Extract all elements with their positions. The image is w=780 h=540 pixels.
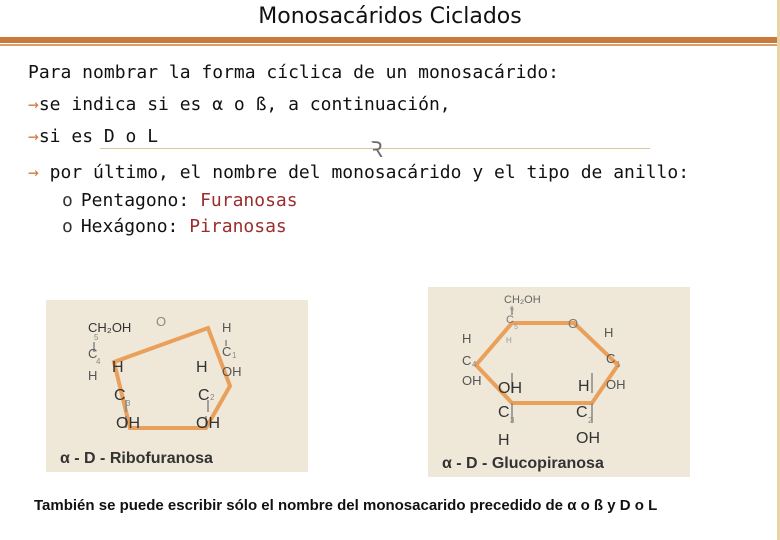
c4-number: 4 bbox=[96, 357, 101, 366]
c2-label: C bbox=[576, 404, 588, 421]
c6-number: 6 bbox=[510, 306, 514, 313]
c2-number: 2 bbox=[588, 416, 593, 425]
c4-label: C bbox=[462, 353, 472, 368]
c1-label: C bbox=[222, 344, 232, 359]
c5-label: C bbox=[506, 314, 514, 326]
decorative-divider-icon: Ꝛ bbox=[370, 138, 383, 163]
arrow-icon: → bbox=[28, 94, 39, 115]
arrow-icon: → bbox=[28, 162, 39, 183]
c4-label: C bbox=[88, 346, 98, 361]
oh-c2-label: OH bbox=[576, 430, 600, 447]
ch2oh-label: CH₂OH bbox=[88, 320, 132, 335]
intro-text: Para nombrar la forma cíclica de un monosacárido: bbox=[28, 62, 560, 83]
h-c4-label: H bbox=[462, 331, 472, 346]
bullet-label: Hexágono: bbox=[80, 216, 179, 237]
c1-number: 1 bbox=[616, 360, 621, 369]
bullet-value: Piranosas bbox=[189, 216, 287, 237]
oh-inner-label: OH bbox=[498, 380, 522, 397]
ring-oxygen-label: O bbox=[568, 316, 579, 331]
glucopiranosa-caption: α - D - Glucopiranosa bbox=[442, 455, 604, 472]
glucopiranosa-image bbox=[428, 287, 690, 477]
oh-c1-label: OH bbox=[606, 377, 626, 392]
c5-number: 5 bbox=[514, 324, 518, 331]
c5-number: 5 bbox=[94, 333, 99, 342]
bullet-value: Furanosas bbox=[200, 190, 298, 211]
c1-label: C bbox=[606, 351, 616, 366]
furanose-ring bbox=[114, 328, 230, 428]
h-top-label: H bbox=[222, 320, 232, 335]
c3-number: 3 bbox=[510, 416, 515, 425]
c2-label: C bbox=[198, 387, 210, 404]
ring-oxygen-label: O bbox=[156, 314, 167, 329]
bullet-marker: o bbox=[62, 190, 73, 211]
h-c1-label: H bbox=[604, 325, 614, 340]
rule-line-d-l bbox=[28, 126, 158, 147]
rule-text-ring: por último, el nombre del monosacárido y el tipo de anillo: bbox=[38, 162, 690, 183]
oh-c4-label: OH bbox=[462, 373, 482, 388]
rule-text-alpha-beta: se indica si es α o ß, a continuación, bbox=[38, 94, 451, 115]
h-c5-label: H bbox=[506, 336, 512, 345]
bullet-pentagono bbox=[62, 190, 298, 211]
h-left-label: H bbox=[112, 359, 124, 376]
h-inner-label: H bbox=[578, 378, 590, 395]
intro-line bbox=[28, 62, 559, 83]
ribofuranosa-structure bbox=[46, 300, 308, 472]
h-c3-label: H bbox=[498, 432, 510, 449]
footer-note: También se puede escribir sólo el nombre del monosacarido precedido de α o ß y D o L bbox=[34, 497, 658, 514]
slide-title: Monosacáridos Ciclados bbox=[258, 4, 522, 29]
h-c4-label: H bbox=[88, 368, 98, 383]
c2-number: 2 bbox=[210, 393, 215, 402]
ribofuranosa-caption: α - D - Ribofuranosa bbox=[60, 450, 213, 467]
title-rule bbox=[0, 37, 780, 43]
c3-label: C bbox=[498, 404, 510, 421]
c4-number: 4 bbox=[472, 360, 477, 369]
title-rule-thin bbox=[0, 44, 780, 46]
oh-c3-label: OH bbox=[116, 415, 140, 432]
rule-text-d-l: si es D o L bbox=[38, 126, 159, 147]
oh-c2-label: OH bbox=[196, 415, 220, 432]
rule-line-alpha-beta bbox=[28, 94, 451, 115]
ribofuranosa-image bbox=[46, 300, 308, 472]
arrow-icon: → bbox=[28, 126, 39, 147]
bullet-label: Pentagono: bbox=[80, 190, 190, 211]
c3-label: C bbox=[114, 387, 126, 404]
oh-c1-label: OH bbox=[222, 364, 242, 379]
rule-line-ring bbox=[28, 162, 689, 183]
bullet-marker: o bbox=[62, 216, 73, 237]
glucopiranosa-structure bbox=[428, 287, 690, 477]
h-right-label: H bbox=[196, 359, 208, 376]
c3-number: 3 bbox=[126, 399, 131, 408]
ch2oh-label: CH₂OH bbox=[504, 294, 541, 306]
c1-number: 1 bbox=[232, 351, 237, 360]
bullet-hexagono bbox=[62, 216, 287, 237]
